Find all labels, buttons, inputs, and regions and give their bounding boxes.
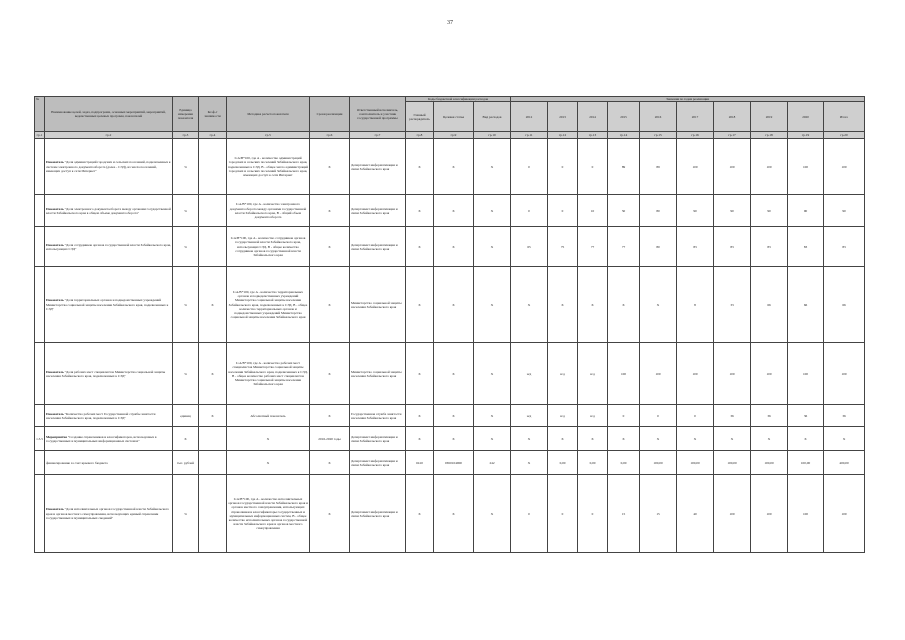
method-cell: I=A/B*100, где A - количество исполнительных органов государственной власти Забайкальского края и органов местного самоуправления, использующих справочники и классификаторы государственных и муниципальных информационных систем, B - общее количество исполнительных органов государственной власти Забайкальского края и органов местного самоуправления [227, 475, 310, 553]
method-cell: X [227, 451, 310, 475]
gr-code-cell: X [406, 405, 434, 427]
method-cell: Абсолютный показатель [227, 405, 310, 427]
gr-code-cell: 0410 [406, 451, 434, 475]
year-value-cell: 0 [511, 195, 548, 227]
year-value-cell: н/д [511, 343, 548, 405]
indicator-text: "Доля исполнительных органов государственной власти Забайкальского края и органов местного самоуправления, использующих единый справочник государственных и муниципальных сведений" [46, 507, 169, 520]
year-value-cell: н/д [578, 405, 608, 427]
year-value-cell: 89 [608, 139, 640, 195]
year-value-cell: 100 [714, 475, 751, 553]
total-cell: 83 [824, 227, 865, 267]
weight-cell: X [199, 405, 227, 427]
year-value-cell: 0 [578, 475, 608, 553]
year-value-cell: 100,00 [677, 451, 714, 475]
indicator-text: "Количество рабочих мест Государственной службы занятости населения Забайкальского края, подключенных к СЭД" [46, 411, 156, 420]
vr-code-cell: X [474, 139, 511, 195]
csr-code-cell: 0650104900 [434, 451, 474, 475]
header-year: 2019 [751, 102, 788, 132]
header-gr: Главный распорядитель [406, 102, 434, 132]
term-cell: X [310, 139, 350, 195]
gr-code-cell: X [406, 267, 434, 343]
year-value-cell: 0 [640, 405, 677, 427]
year-value-cell: 100 [751, 139, 788, 195]
row-number [35, 267, 45, 343]
year-value-cell: X [511, 267, 548, 343]
column-number-cell: гр.13 [578, 132, 608, 139]
indicator-label: Мероприятие [46, 434, 67, 439]
term-cell: X [310, 195, 350, 227]
year-value-cell: 0 [677, 405, 714, 427]
indicator-label: Показатель [46, 242, 64, 247]
header-no: № [35, 97, 45, 132]
weight-cell [199, 195, 227, 227]
year-value-cell: 100,00 [640, 451, 677, 475]
executor-cell: Министерство социальной защиты населения Забайкальского края [350, 267, 406, 343]
total-cell: 400,00 [824, 451, 865, 475]
year-value-cell: 77 [608, 227, 640, 267]
executor-cell: Государственная служба занятости населения Забайкальского края [350, 405, 406, 427]
executor-cell: Департамент информатизации и связи Забайкальского края [350, 139, 406, 195]
column-number-cell: гр.17 [714, 132, 751, 139]
weight-cell: X [199, 343, 227, 405]
header-year: 2018 [714, 102, 751, 132]
csr-code-cell: X [434, 227, 474, 267]
year-value-cell: 0 [548, 475, 578, 553]
row-number [35, 195, 45, 227]
column-number-row [35, 132, 865, 139]
row-number [35, 405, 45, 427]
term-cell: 2016-2020 годы [310, 427, 350, 451]
year-value-cell: X [548, 427, 578, 451]
column-number-cell: гр.9 [434, 132, 474, 139]
column-number-cell: гр.19 [788, 132, 824, 139]
table-row [35, 267, 865, 343]
method-cell: I=A/B*100, где A - количество территориальных органов и подведомственных учреждений Министерства социальной защиты населения Забайкальского края, подключенных к СЭД, B - общее количество территориальных органов и подведомственных учреждений Министерства социальной защиты населения Забайкальского края [227, 267, 310, 343]
total-cell: 66 [824, 267, 865, 343]
year-value-cell: 90 [788, 195, 824, 227]
year-value-cell: X [548, 267, 578, 343]
term-cell: X [310, 451, 350, 475]
unit-cell: % [173, 195, 199, 227]
year-value-cell: X [578, 267, 608, 343]
term-cell: X [310, 343, 350, 405]
header-term: Сроки реализации [310, 97, 350, 132]
unit-cell: % [173, 475, 199, 553]
term-cell: X [310, 267, 350, 343]
year-value-cell: 10 [578, 195, 608, 227]
executor-cell: Министерство социальной защиты населения Забайкальского края [350, 343, 406, 405]
csr-code-cell: X [434, 195, 474, 227]
header-values-by-year: Значения по годам реализации [511, 97, 865, 102]
year-value-cell: 0 [608, 405, 640, 427]
table-row [35, 451, 865, 475]
header-year: 2015 [608, 102, 640, 132]
csr-code-cell: X [434, 343, 474, 405]
header-total: Итого [824, 102, 865, 132]
indicator-name [45, 343, 173, 405]
indicator-name [45, 405, 173, 427]
year-value-cell: 89 [640, 139, 677, 195]
indicator-name [45, 227, 173, 267]
unit-cell: % [173, 267, 199, 343]
year-value-cell: 100 [677, 139, 714, 195]
year-value-cell: 83 [788, 227, 824, 267]
year-value-cell: 100 [788, 139, 824, 195]
row-number [35, 227, 45, 267]
executor-cell: Департамент информатизации и связи Забайкальского края [350, 451, 406, 475]
unit-cell: единиц [173, 405, 199, 427]
term-cell: X [310, 405, 350, 427]
header-year: 2013 [548, 102, 578, 132]
method-cell: X [227, 427, 310, 451]
year-value-cell: X [608, 427, 640, 451]
table-row [35, 139, 865, 195]
year-value-cell: 100 [751, 475, 788, 553]
executor-cell: Департамент информатизации и связи Забайкальского края [350, 195, 406, 227]
year-value-cell: X [640, 267, 677, 343]
year-value-cell: 36 [788, 405, 824, 427]
vr-code-cell: X [474, 427, 511, 451]
gr-code-cell: X [406, 343, 434, 405]
weight-cell [199, 427, 227, 451]
vr-code-cell: X [474, 343, 511, 405]
indicator-label: Показатель [46, 206, 64, 211]
column-number-cell: гр.16 [677, 132, 714, 139]
column-number-cell: гр.4 [199, 132, 227, 139]
year-value-cell: 80 [640, 195, 677, 227]
term-cell: X [310, 227, 350, 267]
indicator-label: Показатель [46, 411, 64, 416]
vr-code-cell: X [474, 227, 511, 267]
year-value-cell: 100 [714, 343, 751, 405]
year-value-cell: 100,00 [751, 451, 788, 475]
csr-code-cell: X [434, 427, 474, 451]
gr-code-cell: X [406, 139, 434, 195]
year-value-cell: 0 [548, 139, 578, 195]
csr-code-cell: X [434, 405, 474, 427]
year-value-cell: X [511, 451, 548, 475]
year-value-cell: 0,00 [548, 451, 578, 475]
year-value-cell: 83 [677, 227, 714, 267]
weight-cell: X [199, 267, 227, 343]
indicator-text: "Доля территориальных органов и подведомственных учреждений Министерства социальной защиты населения Забайкальского края, подключенных к СЭД" [46, 298, 169, 311]
year-value-cell: 100 [640, 343, 677, 405]
vr-code-cell: 242 [474, 451, 511, 475]
column-number-cell: гр.8 [406, 132, 434, 139]
year-value-cell: 100,00 [714, 451, 751, 475]
vr-code-cell: X [474, 475, 511, 553]
column-number-cell: гр.6 [310, 132, 350, 139]
gr-code-cell: X [406, 227, 434, 267]
year-value-cell: 8 [677, 267, 714, 343]
header-year: 2020 [788, 102, 824, 132]
year-value-cell: 0,00 [608, 451, 640, 475]
year-value-cell: X [511, 427, 548, 451]
vr-code-cell: X [474, 405, 511, 427]
weight-cell [199, 475, 227, 553]
year-value-cell: н/д [548, 405, 578, 427]
table-row [35, 405, 865, 427]
year-value-cell: 83 [751, 227, 788, 267]
year-value-cell: 75 [548, 227, 578, 267]
total-cell: 100 [824, 343, 865, 405]
indicator-label: Показатель [46, 160, 64, 165]
table-row [35, 227, 865, 267]
year-value-cell: 36 [751, 405, 788, 427]
unit-cell: % [173, 139, 199, 195]
header-year: 2017 [677, 102, 714, 132]
unit-cell: X [173, 427, 199, 451]
year-value-cell: 77 [578, 227, 608, 267]
year-value-cell: 80 [640, 227, 677, 267]
year-value-cell: 36 [714, 405, 751, 427]
table-row [35, 343, 865, 405]
weight-cell [199, 139, 227, 195]
indicator-text: финансирование за счет краевого бюджета [46, 460, 108, 465]
total-cell: 90 [824, 195, 865, 227]
year-value-cell: 100 [608, 343, 640, 405]
gr-code-cell: X [406, 427, 434, 451]
indicator-name [45, 475, 173, 553]
header-vr: Вид расходов [474, 102, 511, 132]
executor-cell: Департамент информатизации и связи Забайкальского края [350, 475, 406, 553]
year-value-cell: н/д [548, 343, 578, 405]
method-cell: I=A/B*100, где A - количество электронного документооборота между органами государственной власти Забайкальского края, B - общий объем документооборота [227, 195, 310, 227]
indicator-name [45, 139, 173, 195]
weight-cell [199, 451, 227, 475]
year-value-cell: 50 [608, 195, 640, 227]
executor-cell: Департамент информатизации и связи Забайкальского края [350, 427, 406, 451]
year-value-cell: 100 [788, 343, 824, 405]
row-number [35, 343, 45, 405]
year-value-cell: 65 [511, 227, 548, 267]
column-number-cell: гр.14 [608, 132, 640, 139]
page-number: 37 [447, 20, 453, 26]
year-value-cell: X [640, 427, 677, 451]
indicator-name [45, 451, 173, 475]
year-value-cell: X [751, 427, 788, 451]
indicator-name [45, 427, 173, 451]
header-budget-codes: Коды бюджетной классификации расходов [406, 97, 511, 102]
indicator-label: Показатель [46, 369, 64, 374]
vr-code-cell: X [474, 267, 511, 343]
indicators-table [34, 96, 865, 553]
year-value-cell: н/д [578, 343, 608, 405]
year-value-cell: 83 [714, 227, 751, 267]
method-cell: I=A/B*100, где A - количество администраций городских и сельских поселений Забайкальского края, подключенных к СЭД, B - общее число администраций городских и сельских поселений Забайкальского края, имеющих доступ к сети Интернет [227, 139, 310, 195]
term-cell: X [310, 475, 350, 553]
year-value-cell: 100 [751, 343, 788, 405]
column-number-cell: гр.10 [474, 132, 511, 139]
header-unit: Единица измерения показателя [173, 97, 199, 132]
indicator-name [45, 195, 173, 227]
year-value-cell: 66 [751, 267, 788, 343]
column-number-cell: гр.1 [35, 132, 45, 139]
unit-cell: % [173, 343, 199, 405]
indicator-name [45, 267, 173, 343]
year-value-cell: 90 [714, 195, 751, 227]
header-year: 2014 [578, 102, 608, 132]
csr-code-cell: X [434, 267, 474, 343]
indicator-text: "Доля рабочих мест специалистов Министерства социальной защиты населения Забайкальского края, подключенных к СЭД" [46, 369, 166, 378]
column-number-cell: гр.20 [824, 132, 865, 139]
gr-code-cell: X [406, 195, 434, 227]
weight-cell [199, 227, 227, 267]
header-name: Наименование целей, задач, подпрограмм, основных мероприятий, мероприятий, ведомственных целевых программ, показателей [45, 97, 173, 132]
column-number-cell: гр.2 [45, 132, 173, 139]
column-number-cell: гр.15 [640, 132, 677, 139]
vr-code-cell: X [474, 195, 511, 227]
year-value-cell: X [677, 427, 714, 451]
unit-cell: тыс. рублей [173, 451, 199, 475]
total-cell: 36 [824, 405, 865, 427]
total-cell: 100 [824, 475, 865, 553]
unit-cell: % [173, 227, 199, 267]
csr-code-cell: X [434, 475, 474, 553]
column-number-cell: гр.5 [227, 132, 310, 139]
row-number [35, 475, 45, 553]
column-number-cell: гр.7 [350, 132, 406, 139]
year-value-cell: 100 [677, 343, 714, 405]
header-year: 2016 [640, 102, 677, 132]
row-number: 1.3.5 [35, 427, 45, 451]
column-number-cell: гр.12 [548, 132, 578, 139]
header-csr: Целевая статья [434, 102, 474, 132]
row-number [35, 451, 45, 475]
year-value-cell: 100,00 [788, 451, 824, 475]
header-method: Методика расчета показателя [227, 97, 310, 132]
csr-code-cell: X [434, 139, 474, 195]
executor-cell: Департамент информатизации и связи Забайкальского края [350, 227, 406, 267]
year-value-cell: 0 [511, 139, 548, 195]
method-cell: I=A/B*100, где A - количество рабочих мест специалистов Министерства социальной защиты населения Забайкальского края, подключенных к СЭД, B - общее количество рабочих мест специалистов Министерства социальной защиты населения Забайкальского края [227, 343, 310, 405]
column-number-cell: гр.3 [173, 132, 199, 139]
indicator-label: Показатель [46, 298, 64, 303]
table-row [35, 475, 865, 553]
year-value-cell: X [578, 427, 608, 451]
total-cell: X [824, 427, 865, 451]
table-row [35, 195, 865, 227]
year-value-cell: н/д [511, 405, 548, 427]
column-number-cell: гр.11 [511, 132, 548, 139]
header-year: 2012 [511, 102, 548, 132]
year-value-cell: 100 [714, 139, 751, 195]
table-row [35, 427, 865, 451]
gr-code-cell: X [406, 475, 434, 553]
year-value-cell: 40 [677, 475, 714, 553]
header-executor: Ответственный исполнитель, соисполнитель и участник государственной программы [350, 97, 406, 132]
year-value-cell: 0,00 [578, 451, 608, 475]
indicator-text: "Создание справочников и классификаторов, используемых в государственных и муниципальных информационных системах" [46, 434, 157, 443]
year-value-cell: 33 [714, 267, 751, 343]
year-value-cell: 15 [640, 475, 677, 553]
year-value-cell: 0 [548, 195, 578, 227]
column-number-cell: гр.18 [751, 132, 788, 139]
year-value-cell: 90 [751, 195, 788, 227]
year-value-cell: 100 [788, 475, 824, 553]
year-value-cell: 15 [608, 475, 640, 553]
year-value-cell: X [788, 427, 824, 451]
method-cell: I=A/B*100, где A - количество сотрудников органов государственной власти Забайкальского края, использующих СЭД, B - общее количество сотрудников органов государственной власти Забайкальского края [227, 227, 310, 267]
indicator-text: "Доля администраций городских и сельских поселений, подключенных к системе электронного документооборота (далее - СЭД), из числа поселений, имеющих доступ к сети Интернет" [46, 160, 171, 173]
row-number [35, 139, 45, 195]
indicator-label: Показатель [46, 507, 64, 512]
header-weight: Коэф-т значимости [199, 97, 227, 132]
total-cell: 100 [824, 139, 865, 195]
year-value-cell: 0 [511, 475, 548, 553]
year-value-cell: 66 [788, 267, 824, 343]
year-value-cell: X [714, 427, 751, 451]
indicator-text: "Доля электронного документооборота между органами государственной власти Забайкальского края в общем объеме документооборота" [46, 206, 171, 215]
year-value-cell: 90 [677, 195, 714, 227]
indicator-text: "Доля сотрудников органов государственной власти Забайкальского края, использующих СЭД" [46, 242, 171, 251]
year-value-cell: X [608, 267, 640, 343]
year-value-cell: 0 [578, 139, 608, 195]
